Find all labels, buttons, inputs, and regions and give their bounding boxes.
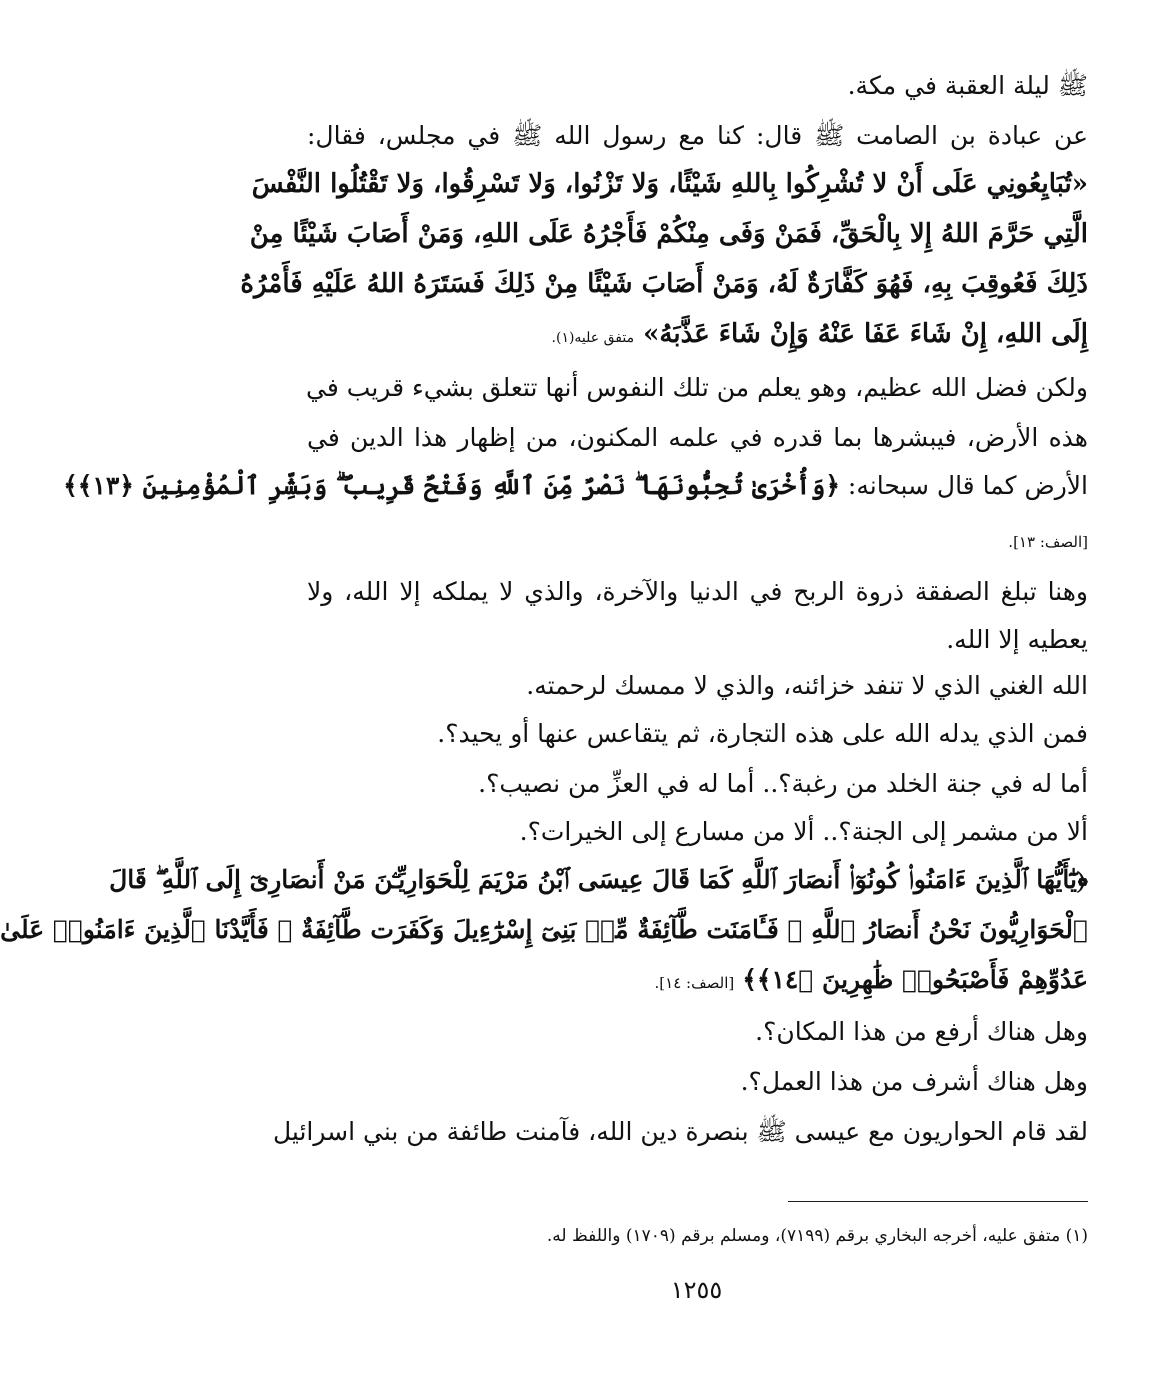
quran-verse-as-saff-14-line-3 <box>307 960 1088 1000</box>
text-line-22: لقد قام الحواريون مع عيسى ﷺ بنصرة دين الله، فآمنت طائفة من بني اسرائيل <box>272 1117 1088 1146</box>
text-line-9 <box>63 466 1088 506</box>
text-line-15: أما له في جنة الخلد من رغبة؟.. أما له في العزِّ من نصيب؟. <box>478 769 1088 798</box>
verse-reference-13: [الصف: ١٣]. <box>1008 533 1088 551</box>
quran-verse-as-saff-13: ﴿وَأُخْرَىٰ تُحِبُّونَهَا ۖ نَصْرٌ مِّنَ ٱللَّهِ وَفَتْحٌ قَرِيبٌ ۗ وَبَشِّرِ ٱلْمُؤْمِنِينَ ﴿١٣﴾﴾ <box>63 471 840 500</box>
text-line-1: ﷺ ليلة العقبة في مكة. <box>847 71 1088 100</box>
hadith-line-1: «تُبَايِعُونِي عَلَى أَنْ لا تُشْرِكُوا بِاللهِ شَيْئًا، وَلا تَزْنُوا، وَلا تَسْرِقُوا، وَلا تَقْتُلُوا النَّفْسَ <box>251 169 1088 199</box>
verse-ending: عَدُوِّهِمْ فَأَصْبَحُوا۟ ظَٰهِرِينَ ﴿١٤﴾﴾ <box>742 965 1088 994</box>
hadith-line-3: ذَلِكَ فَعُوقِبَ بِهِ، فَهُوَ كَفَّارَةٌ لَهُ، وَمَنْ أَصَابَ شَيْئًا مِنْ ذَلِكَ فَسَتَرَهُ اللهُ عَلَيْهِ فَأَمْرُهُ <box>240 269 1088 299</box>
hadith-line-2: الَّتِي حَرَّمَ اللهُ إِلا بِالْحَقِّ، فَمَنْ وَفَى مِنْكُمْ فَأَجْرُهُ عَلَى اللهِ، وَمَنْ أَصَابَ شَيْئًا مِنْ <box>249 219 1088 249</box>
hadith-line-4 <box>307 314 1088 354</box>
text-line-8: هذه الأرض، فيبشرها بما قدره في علمه المكنون، من إظهار هذا الدين في <box>307 423 1088 452</box>
text-line-11: وهنا تبلغ الصفقة ذروة الربح في الدنيا والآخرة، والذي لا يملكه إلا الله، ولا <box>307 577 1088 606</box>
quran-verse-as-saff-14-line-1: ﴿يَٰٓأَيُّهَا ٱلَّذِينَ ءَامَنُوا۟ كُونُوٓا۟ أَنصَارَ ٱللَّهِ كَمَا قَالَ عِيسَى ٱبْنُ مَرْيَمَ لِلْحَوَارِيِّـۧنَ مَنْ أَنصَارِىٓ إِلَى ٱللَّهِ ۖ قَالَ <box>109 865 1088 894</box>
text-line-16: ألا من مشمر إلى الجنة؟.. ألا من مسارع إلى الخيرات؟. <box>519 817 1088 846</box>
footnote-1: (١) متفق عليه، أخرجه البخاري برقم (٧١٩٩)، ومسلم برقم (١٧٠٩) واللفظ له. <box>546 1226 1088 1246</box>
intro-text: الأرض كما قال سبحانه: <box>847 471 1088 500</box>
text-line-21: وهل هناك أشرف من هذا العمل؟. <box>740 1067 1088 1096</box>
text-line-7: ولكن فضل الله عظيم، وهو يعلم من تلك النفوس أنها تتعلق بشيء قريب في <box>306 373 1088 402</box>
page-number: ١٢٥٥ <box>670 1276 723 1304</box>
text-line-13: الله الغني الذي لا تنفد خزائنه، والذي لا ممسك لرحمته. <box>526 671 1088 700</box>
text-line-12: يعطيه إلا الله. <box>946 625 1088 654</box>
hadith-source-note: متفق عليه(١). <box>551 330 635 346</box>
quran-verse-as-saff-14-line-2: ٱلْحَوَارِيُّونَ نَحْنُ أَنصَارُ ٱللَّهِ ۖ فَـَٔامَنَت طَّآئِفَةٌ مِّنۢ بَنِىٓ إِسْرَٰٓءِيلَ وَكَفَرَت طَّآئِفَةٌ ۖ فَأَيَّدْنَا ٱلَّذِينَ ءَامَنُوا۟ عَلَىٰ <box>0 915 1088 944</box>
text-line-2: عن عبادة بن الصامت ﷺ قال: كنا مع رسول الله ﷺ في مجلس، فقال: <box>307 121 1088 150</box>
text-line-20: وهل هناك أرفع من هذا المكان؟. <box>755 1017 1088 1046</box>
footnote-separator <box>788 1201 1088 1202</box>
hadith-text: إِلَى اللهِ، إِنْ شَاءَ عَفَا عَنْهُ وَإِنْ شَاءَ عَذَّبَهُ» <box>643 319 1088 349</box>
verse-reference-14: [الصف: ١٤]. <box>654 974 735 992</box>
text-line-14: فمن الذي يدله الله على هذه التجارة، ثم يتقاعس عنها أو يحيد؟. <box>437 719 1088 748</box>
